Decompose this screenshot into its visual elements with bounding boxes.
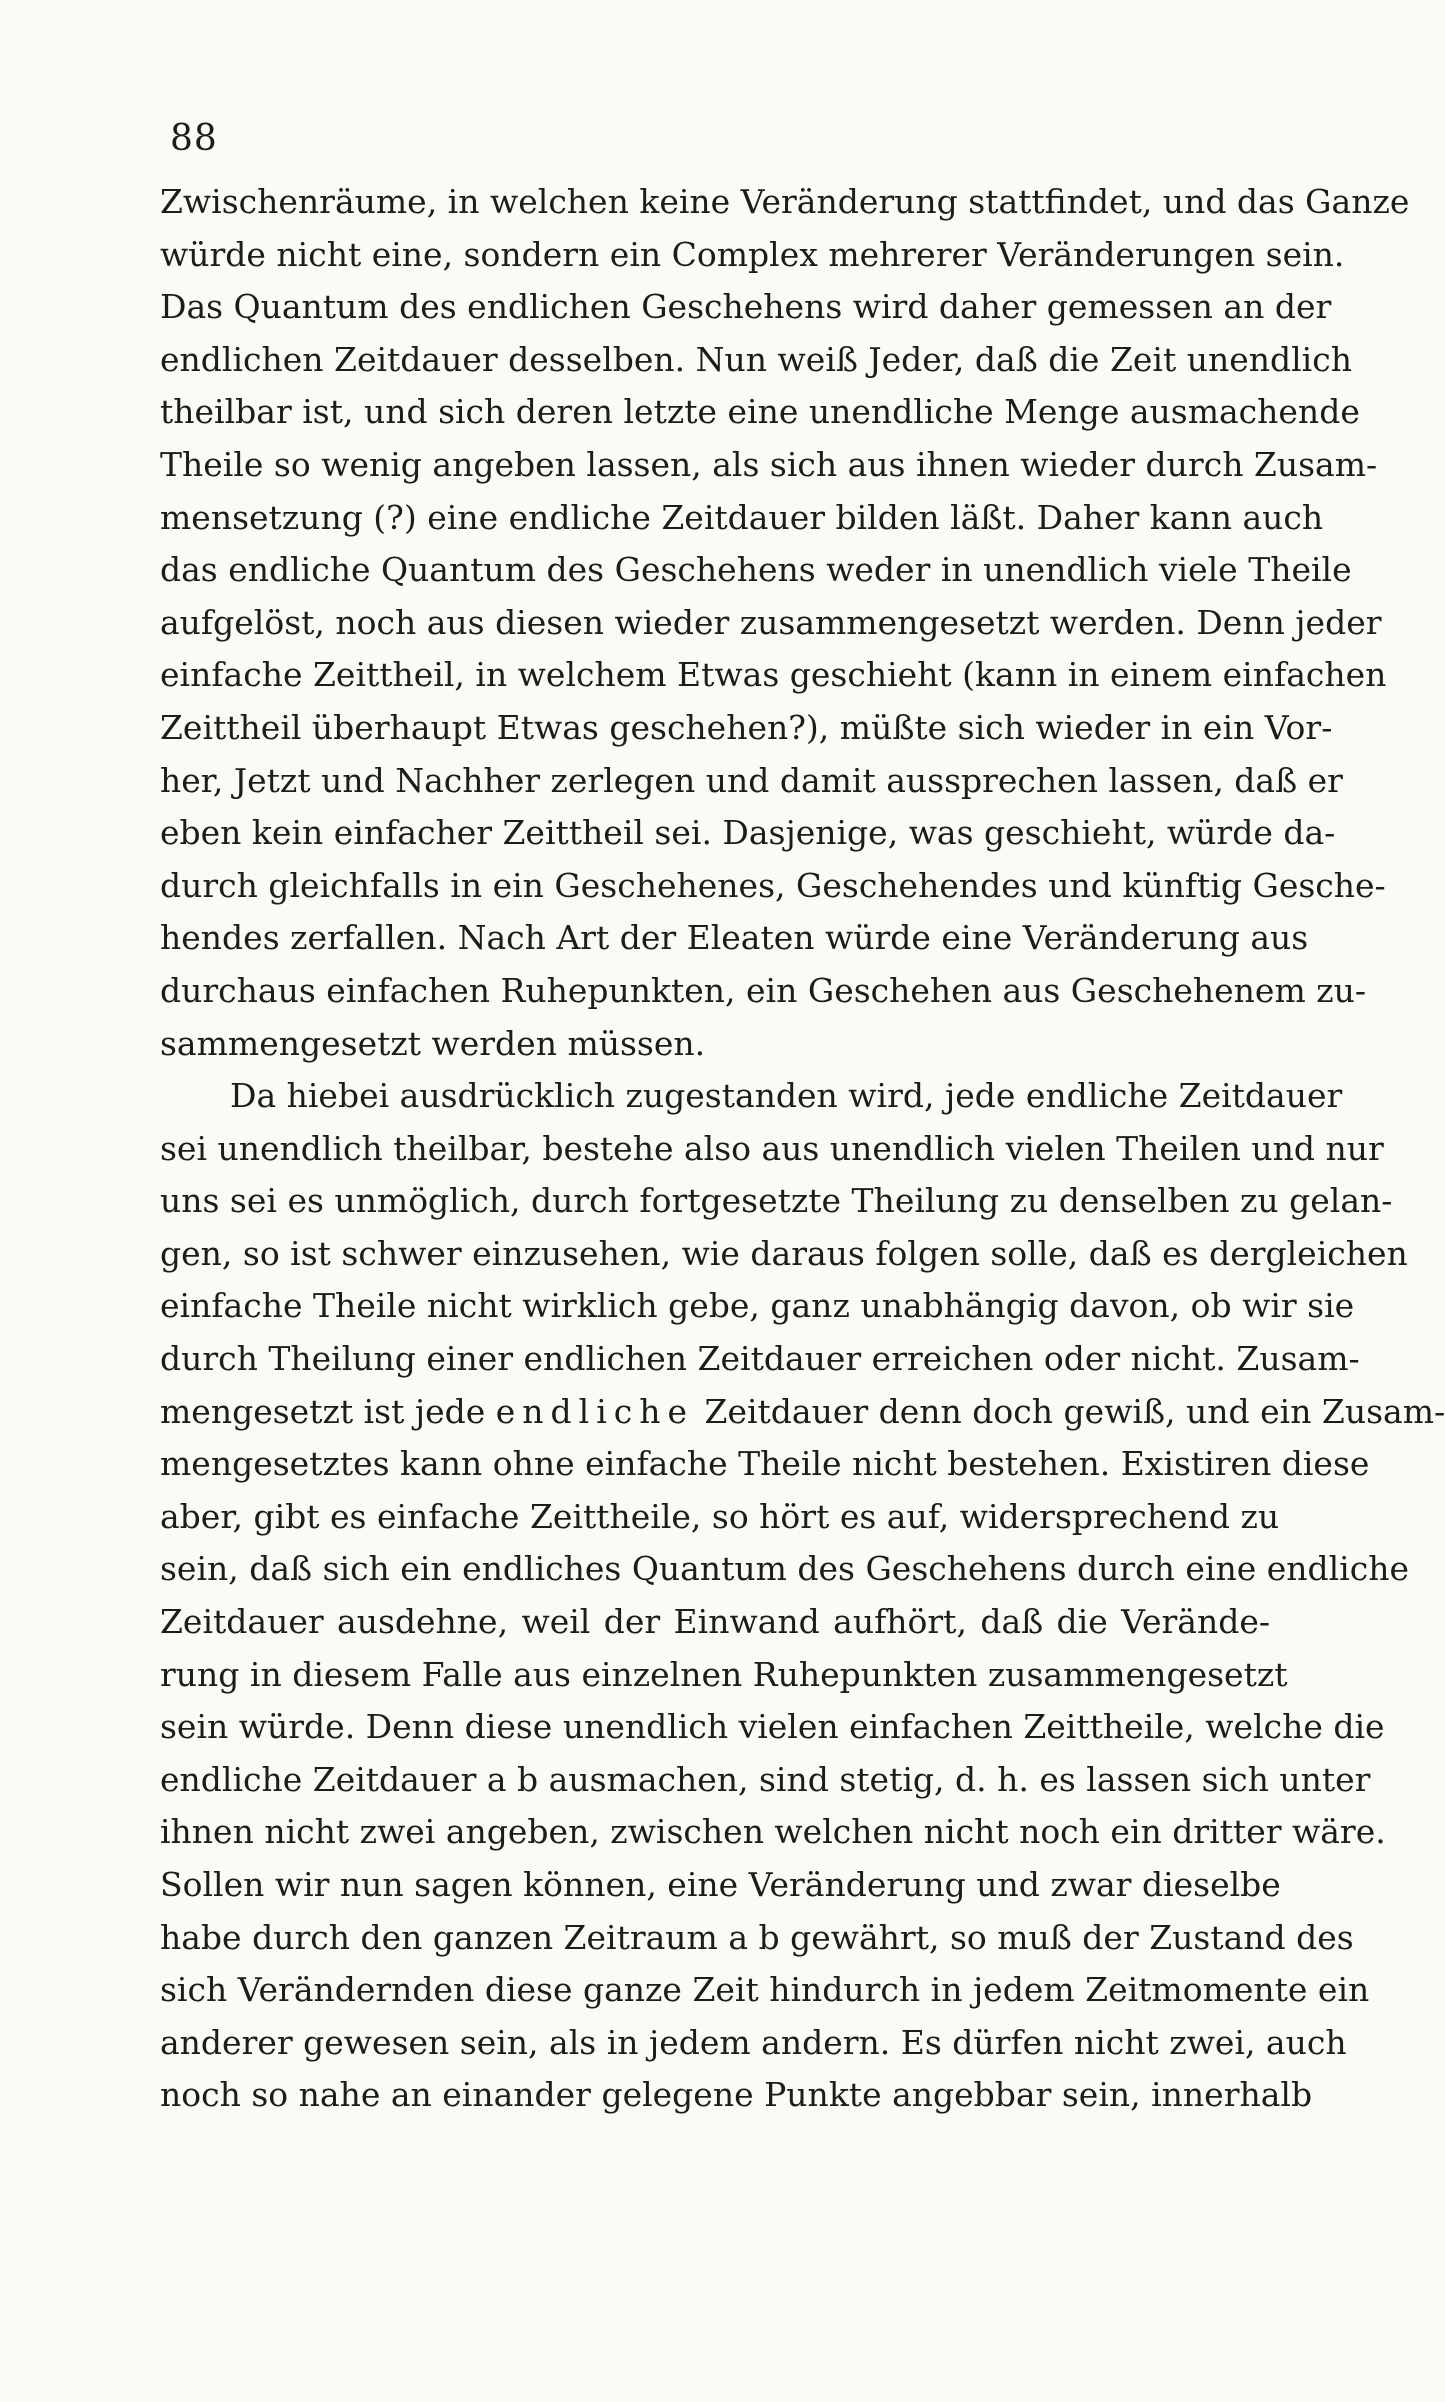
text-line: Sollen wir nun sagen können, eine Veränderung und zwar dieselbe bbox=[160, 1865, 1281, 1904]
text-line: einfache Theile nicht wirklich gebe, ganz unabhängig davon, ob wir sie bbox=[160, 1286, 1355, 1326]
text-line: aber, gibt es einfache Zeittheile, so hört es auf, widersprechend zu bbox=[160, 1496, 1280, 1536]
text-line: Zwischenräume, in welchen keine Veränderung stattfindet, und das Ganze bbox=[160, 182, 1410, 221]
text-line: mengesetztes kann ohne einfache Theile nicht bestehen. Existiren diese bbox=[160, 1444, 1370, 1484]
text-line: theilbar ist, und sich deren letzte eine unendliche Menge ausmachende bbox=[160, 392, 1360, 432]
emphasized-word: endliche bbox=[495, 1391, 695, 1431]
text-line: aufgelöst, noch aus diesen wieder zusammengesetzt werden. Denn jeder bbox=[160, 602, 1382, 642]
text-line: noch so nahe an einander gelegene Punkte angebbar sein, innerhalb bbox=[160, 2075, 1313, 2115]
text-line: anderer gewesen sein, als in jedem andern. Es dürfen nicht zwei, auch bbox=[160, 2022, 1347, 2062]
text-line-with-emphasis bbox=[160, 1386, 1445, 1439]
text-line: würde nicht eine, sondern ein Complex mehrerer Veränderungen sein. bbox=[160, 234, 1345, 274]
text-line: sein würde. Denn diese unendlich vielen einfachen Zeittheile, welche die bbox=[160, 1707, 1385, 1747]
text-line: sei unendlich theilbar, bestehe also aus unendlich vielen Theilen und nur bbox=[160, 1128, 1384, 1168]
text-line: eben kein einfacher Zeittheil sei. Dasjenige, was geschieht, würde da- bbox=[160, 813, 1336, 853]
text-segment: mengesetzt ist jede bbox=[160, 1391, 496, 1431]
text-line: sein, daß sich ein endliches Quantum des Geschehens durch eine endliche bbox=[160, 1549, 1410, 1589]
text-line: durch Theilung einer endlichen Zeitdauer erreichen oder nicht. Zusam- bbox=[160, 1339, 1360, 1379]
page-number: 88 bbox=[170, 118, 218, 159]
text-line-last: sammengesetzt werden müssen. bbox=[160, 1023, 706, 1063]
text-line: Das Quantum des endlichen Geschehens wird daher gemessen an der bbox=[160, 287, 1332, 327]
text-line: mensetzung (?) eine endliche Zeitdauer bilden läßt. Daher kann auch bbox=[160, 497, 1324, 537]
text-line: Zeittheil überhaupt Etwas geschehen?), müßte sich wieder in ein Vor- bbox=[160, 707, 1333, 747]
text-line: ihnen nicht zwei angeben, zwischen welchen nicht noch ein dritter wäre. bbox=[160, 1812, 1386, 1852]
paragraph-first-line: Da hiebei ausdrücklich zugestanden wird, jede endliche Zeitdauer bbox=[230, 1076, 1343, 1116]
text-line: uns sei es unmöglich, durch fortgesetzte Theilung zu denselben zu gelan- bbox=[160, 1181, 1393, 1221]
text-line: endliche Zeitdauer a b ausmachen, sind stetig, d. h. es lassen sich unter bbox=[160, 1759, 1371, 1799]
text-line: durch gleichfalls in ein Geschehenes, Geschehendes und künftig Gesche- bbox=[160, 865, 1386, 905]
text-line: her, Jetzt und Nachher zerlegen und damit aussprechen lassen, daß er bbox=[160, 760, 1343, 800]
text-line: Zeitdauer ausdehne, weil der Einwand aufhört, daß die Verände- bbox=[160, 1602, 1270, 1642]
text-line: gen, so ist schwer einzusehen, wie daraus folgen solle, daß es dergleichen bbox=[160, 1233, 1408, 1273]
text-segment: Zeitdauer denn doch gewiß, und ein Zusam- bbox=[694, 1391, 1445, 1431]
body-text bbox=[160, 176, 1445, 2122]
text-line: habe durch den ganzen Zeitraum a b gewährt, so muß der Zustand des bbox=[160, 1917, 1354, 1957]
text-line: rung in diesem Falle aus einzelnen Ruhepunkten zusammengesetzt bbox=[160, 1654, 1288, 1694]
text-line: durchaus einfachen Ruhepunkten, ein Geschehen aus Geschehenem zu- bbox=[160, 970, 1367, 1010]
text-line: sich Verändernden diese ganze Zeit hindurch in jedem Zeitmomente ein bbox=[160, 1970, 1370, 2010]
text-line: einfache Zeittheil, in welchem Etwas geschieht (kann in einem einfachen bbox=[160, 655, 1387, 695]
text-line: das endliche Quantum des Geschehens weder in unendlich viele Theile bbox=[160, 550, 1352, 590]
text-line: Theile so wenig angeben lassen, als sich aus ihnen wieder durch Zusam- bbox=[160, 444, 1378, 484]
text-line: endlichen Zeitdauer desselben. Nun weiß Jeder, daß die Zeit unendlich bbox=[160, 339, 1352, 379]
text-line: hendes zerfallen. Nach Art der Eleaten würde eine Veränderung aus bbox=[160, 918, 1309, 958]
